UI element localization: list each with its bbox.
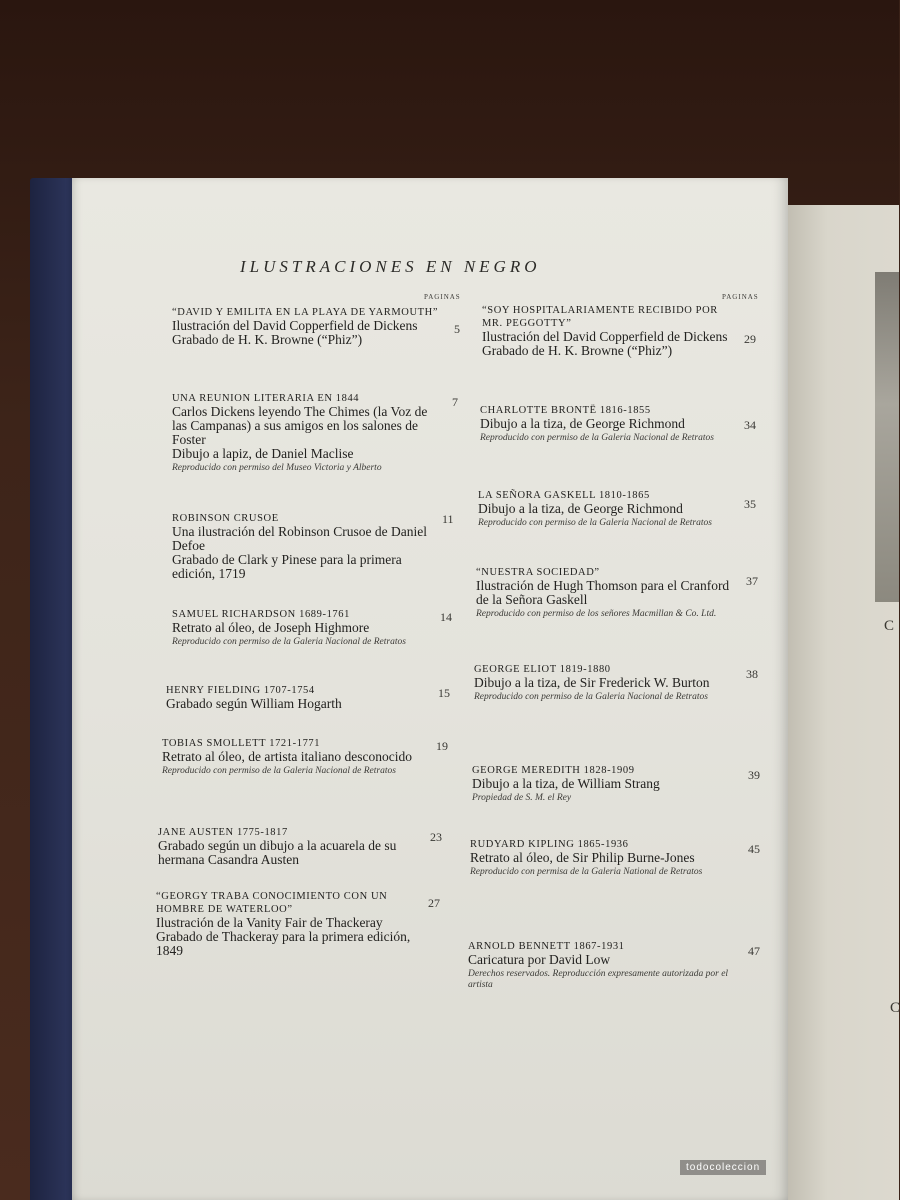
list-item: [156, 890, 440, 958]
entry-line: Ilustración de la Vanity Fair de Thackeray: [156, 915, 383, 930]
entry-line: Grabado según William Hogarth: [166, 696, 342, 711]
list-item: [172, 392, 458, 474]
page-number: 39: [748, 768, 760, 782]
list-item: [172, 608, 452, 648]
entry-heading: “DAVID Y EMILITA EN LA PLAYA DE YARMOUTH”: [172, 307, 439, 318]
entry-heading: HENRY FIELDING 1707-1754: [166, 685, 315, 696]
list-item: [472, 764, 760, 804]
list-item: [482, 304, 756, 358]
page-number: 34: [744, 418, 756, 432]
entry-line: Una ilustración del Robinson Crusoe de Daniel Defoe: [172, 524, 427, 553]
entry-note: Reproducido con permisa de la Galeria National de Retratos: [470, 867, 703, 877]
entry-line: Grabado según un dibujo a la acuarela de su hermana Casandra Austen: [158, 838, 397, 867]
page-number: 14: [440, 610, 452, 624]
entry-heading: “GEORGY TRABA CONOCIMIENTO CON UN HOMBRE DE WATERLOO”: [156, 891, 388, 915]
list-item: [478, 489, 756, 529]
list-item: [476, 566, 758, 620]
list-item: [172, 512, 454, 581]
entry-note: Reproducido con permiso de la Galeria Nacional de Retratos: [162, 766, 396, 776]
entry-line: Ilustración del David Copperfield de Dickens: [482, 329, 728, 344]
page-number: 23: [430, 830, 442, 844]
page-number: 45: [748, 842, 760, 856]
column-header-right: PAGINAS: [722, 293, 759, 301]
page-number: 7: [452, 395, 458, 409]
entry-line: Caricatura por David Low: [468, 952, 611, 967]
entry-heading: JANE AUSTEN 1775-1817: [158, 827, 288, 838]
entry-heading: ARNOLD BENNETT 1867-1931: [468, 941, 625, 952]
entry-heading: LA SEÑORA GASKELL 1810-1865: [478, 490, 650, 501]
entry-line: Retrato al óleo, de Sir Philip Burne-Jones: [470, 850, 695, 865]
entry-line: Grabado de H. K. Browne (“Phiz”): [172, 332, 363, 347]
watermark: todocoleccion: [680, 1160, 766, 1175]
page-title: ILUSTRACIONES EN NEGRO: [240, 257, 541, 276]
page-number: 27: [428, 896, 440, 910]
list-item: [474, 663, 758, 703]
list-item: [162, 737, 448, 777]
entry-line: Ilustración del David Copperfield de Dickens: [172, 318, 418, 333]
entry-line: Retrato al óleo, de Joseph Highmore: [172, 620, 370, 635]
entry-note: Reproducido con permiso de la Galeria Nacional de Retratos: [172, 637, 406, 647]
page-number: 5: [454, 322, 460, 336]
entry-heading: CHARLOTTE BRONTË 1816-1855: [480, 405, 651, 416]
facing-page-letter: C: [884, 618, 895, 634]
entry-heading: GEORGE ELIOT 1819-1880: [474, 664, 611, 675]
entry-heading: TOBIAS SMOLLETT 1721-1771: [162, 738, 321, 749]
entry-line: Grabado de H. K. Browne (“Phiz”): [482, 343, 673, 358]
entry-heading: “SOY HOSPITALARIAMENTE RECIBIDO POR MR. PEGGOTTY”: [482, 305, 718, 329]
list-item: [468, 940, 760, 991]
entry-note: Reproducido con permiso de la Galeria Nacional de Retratos: [480, 433, 714, 443]
entry-note: Derechos reservados. Reproducción expresamente autorizada por el artista: [468, 969, 729, 990]
entry-heading: RUDYARD KIPLING 1865-1936: [470, 839, 629, 850]
entry-line: Dibujo a la tiza, de William Strang: [472, 776, 660, 791]
entry-line: Grabado de Thackeray para la primera edición, 1849: [156, 929, 411, 958]
entry-heading: UNA REUNION LITERARIA EN 1844: [172, 393, 360, 404]
entry-heading: GEORGE MEREDITH 1828-1909: [472, 765, 635, 776]
page-number: 37: [746, 574, 758, 588]
page-number: 38: [746, 667, 758, 681]
page-number: 15: [438, 686, 450, 700]
entry-line: Dibujo a la tiza, de George Richmond: [480, 416, 685, 431]
entry-heading: ROBINSON CRUSOE: [172, 513, 279, 524]
entry-note: Propiedad de S. M. el Rey: [472, 793, 572, 803]
entry-note: Reproducido con permiso de la Galeria Nacional de Retratos: [474, 692, 708, 702]
list-item: [480, 404, 756, 444]
page-number: 35: [744, 497, 756, 511]
entry-note: Reproducido con permiso de los señores Macmillan & Co. Ltd.: [476, 609, 717, 619]
list-item: [172, 306, 460, 347]
page-number: 19: [436, 739, 448, 753]
entry-heading: SAMUEL RICHARDSON 1689-1761: [172, 609, 350, 620]
facing-page-illustration: [875, 272, 899, 602]
facing-page-letter: C: [890, 1000, 900, 1016]
entry-line: Dibujo a la tiza, de George Richmond: [478, 501, 683, 516]
page-number: 47: [748, 944, 760, 958]
entry-line: Carlos Dickens leyendo The Chimes (la Voz de las Campanas) a sus amigos en los salones de Foster: [172, 404, 428, 447]
list-item: [470, 838, 760, 878]
list-item: [166, 684, 450, 711]
entry-line: Ilustración de Hugh Thomson para el Cranford de la Señora Gaskell: [476, 578, 730, 607]
page-number: 29: [744, 332, 756, 346]
list-item: [158, 826, 442, 867]
entry-heading: “NUESTRA SOCIEDAD”: [476, 567, 600, 578]
entry-line: Dibujo a lapiz, de Daniel Maclise: [172, 446, 354, 461]
entry-note: Reproducido con permiso de la Galeria Nacional de Retratos: [478, 518, 712, 528]
page-number: 11: [442, 512, 454, 526]
entry-note: Reproducido con permiso del Museo Victoria y Alberto: [172, 463, 382, 473]
column-header-left: PAGINAS: [424, 293, 461, 301]
entry-line: Dibujo a la tiza, de Sir Frederick W. Burton: [474, 675, 710, 690]
entry-line: Retrato al óleo, de artista italiano desconocido: [162, 749, 413, 764]
entry-line: Grabado de Clark y Pinese para la primera edición, 1719: [172, 552, 402, 581]
